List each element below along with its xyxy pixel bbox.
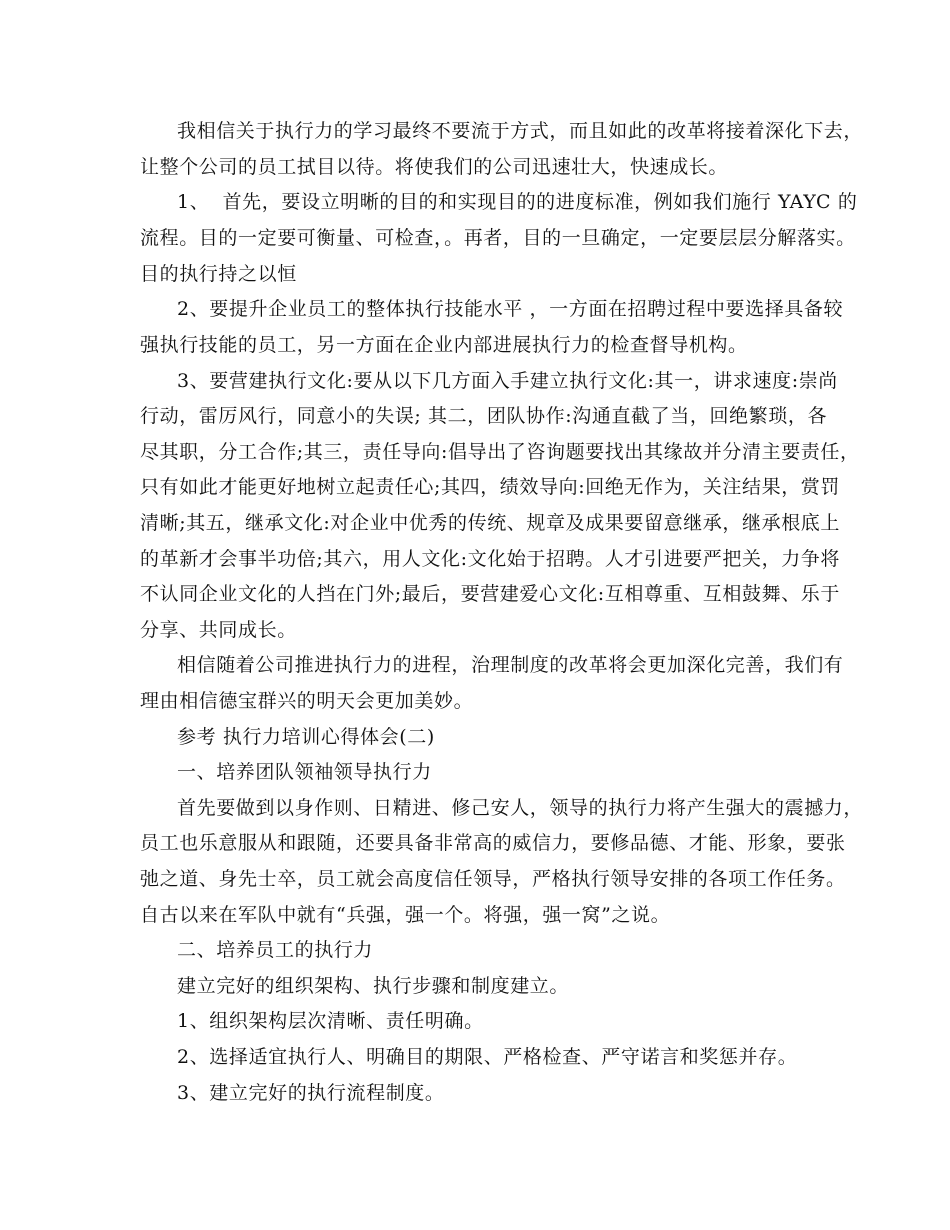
list-item: 2、选择适宜执行人、明确目的期限、严格检查、严守诺言和奖惩并存。 [177,1046,798,1068]
text-line: 1、 首先，要设立明晰的目的和实现目的的进度标准，例如我们施行 YAYC 的 [177,191,858,213]
text-line: 目的执行持之以恒 [140,263,297,285]
list-item: 3、建立完好的执行流程制度。 [177,1082,445,1104]
text-line: 尽其职，分工合作;其三，责任导向:倡导出了咨询题要找出其缘故并分清主要责任， [140,441,860,463]
text-line: 行动，雷厉风行，同意小的失误; 其二，团队协作:沟通直截了当，回绝繁琐，各 [140,405,828,427]
text-line: 的革新才会事半功倍;其六，用人文化:文化始于招聘。人才引进要严把关，力争将 [140,548,841,570]
text-line: 让整个公司的员工拭目以待。将使我们的公司迅速壮大，快速成长。 [140,156,729,178]
text-line: 清晰;其五，继承文化:对企业中优秀的传统、规章及成果要留意继承，继承根底上 [140,512,841,534]
text-line: 3、要营建执行文化:要从以下几方面入手建立执行文化:其一，讲求速度:崇尚 [177,370,838,392]
text-line: 理由相信德宝群兴的明天会更加美妙。 [140,690,474,712]
text-line: 流程。目的一定要可衡量、可检查，。再者，目的一旦确定，一定要层层分解落实。 [140,227,856,249]
text-line: 我相信关于执行力的学习最终不要流于方式，而且如此的改革将接着深化下去， [177,120,864,142]
text-line: 弛之道、身先士卒，员工就会高度信任领导，严格执行领导安排的各项工作任务。 [140,868,846,890]
text-line: 分享、共同成长。 [140,619,297,641]
text-line: 2、要提升企业员工的整体执行技能水平 ，一方面在招聘过程中要选择具备较 [177,298,844,320]
text-line: 不认同企业文化的人挡在门外;最后，要营建爱心文化:互相尊重、互相鼓舞、乐于 [140,583,841,605]
text-line: 只有如此才能更好地树立起责任心;其四，绩效导向:回绝无作为，关注结果，赏罚 [140,476,841,498]
list-item: 1、组织架构层次清晰、责任明确。 [177,1010,484,1032]
text-line: 首先要做到以身作则、日精进、修己安人，领导的执行力将产生强大的震撼力， [177,797,864,819]
section-heading: 二、培养员工的执行力 [177,939,374,961]
text-line: 自古以来在军队中就有“兵强，强一个。将强，强一窝”之说。 [140,904,671,926]
text-line: 员工也乐意服从和跟随，还要具备非常高的威信力，要修品德、才能、形象，要张 [140,832,846,854]
text-line: 强执行技能的员工，另一方面在企业内部进展执行力的检查督导机构。 [140,334,748,356]
text-line: 建立完好的组织架构、执行步骤和制度建立。 [177,975,570,997]
section-heading: 参考 执行力培训心得体会(二) [177,726,435,748]
text-line: 相信随着公司推进执行力的进程，治理制度的改革将会更加深化完善，我们有 [177,654,844,676]
section-heading: 一、培养团队领袖领导执行力 [177,761,432,783]
